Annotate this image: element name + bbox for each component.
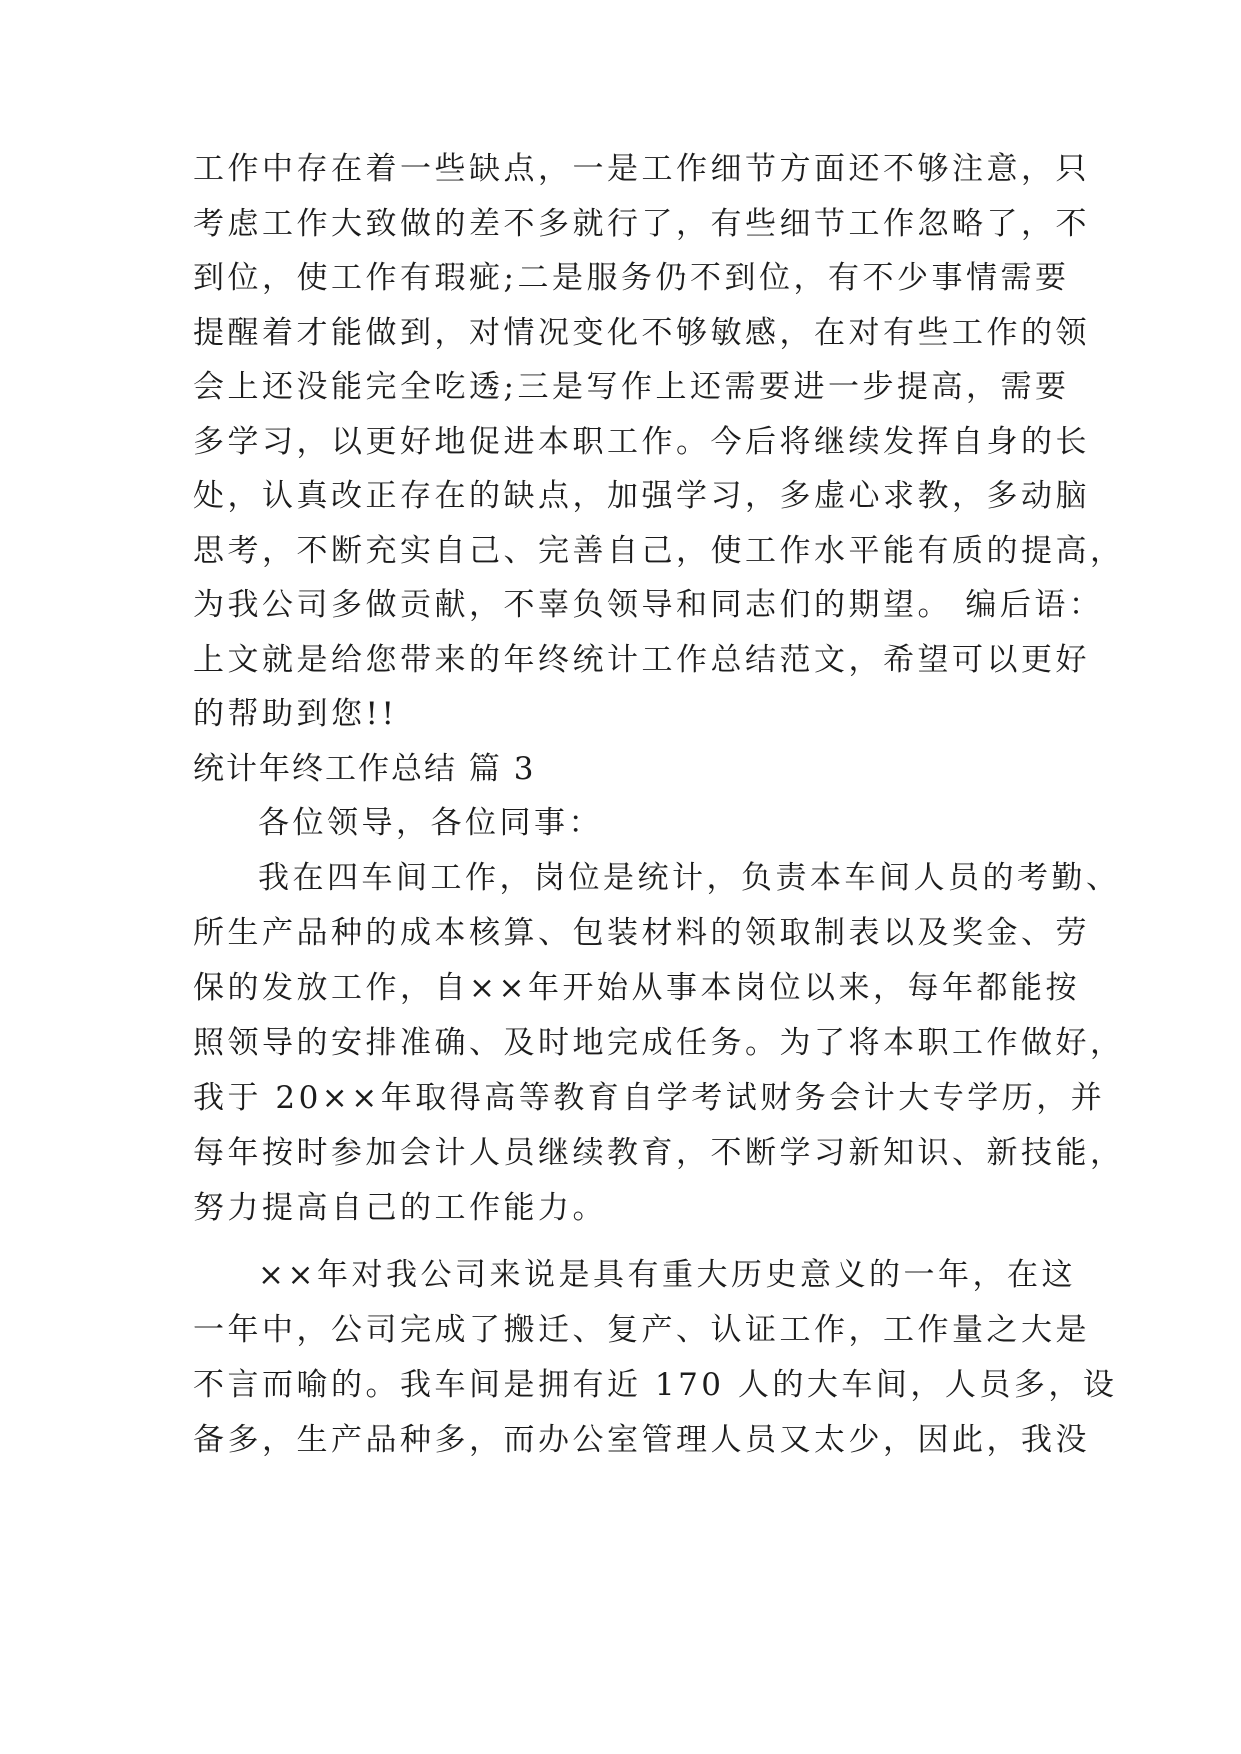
text-line: 提醒着才能做到，对情况变化不够敏感，在对有些工作的领 [193,315,1090,351]
section-title: 统计年终工作总结 篇 3 [193,751,536,787]
paragraph-line: 一年中，公司完成了搬迁、复产、认证工作，工作量之大是 [193,1312,1090,1348]
paragraph-line: 我在四车间工作，岗位是统计，负责本车间人员的考勤、 [258,860,1121,896]
paragraph-line: 我于 20××年取得高等教育自学考试财务会计大专学历，并 [193,1080,1106,1116]
text-line: 处，认真改正存在的缺点，加强学习，多虚心求教，多动脑 [193,478,1090,514]
text-line: 多学习，以更好地促进本职工作。今后将继续发挥自身的长 [193,424,1090,460]
text-line: 会上还没能完全吃透;三是写作上还需要进一步提高，需要 [193,369,1070,405]
text-line: 上文就是给您带来的年终统计工作总结范文，希望可以更好 [193,642,1090,678]
paragraph-line: 努力提高自己的工作能力。 [193,1190,607,1226]
text-line: 工作中存在着一些缺点，一是工作细节方面还不够注意，只 [193,151,1090,187]
paragraph-line: 不言而喻的。我车间是拥有近 170 人的大车间，人员多，设 [193,1367,1118,1403]
paragraph-line: 所生产品种的成本核算、包装材料的领取制表以及奖金、劳 [193,915,1090,951]
paragraph-line: 每年按时参加会计人员继续教育，不断学习新知识、新技能， [193,1135,1125,1171]
text-line: 考虑工作大致做的差不多就行了，有些细节工作忽略了，不 [193,206,1090,242]
greeting: 各位领导，各位同事： [258,805,603,841]
text-line: 为我公司多做贡献，不辜负领导和同志们的期望。 编后语： [193,587,1104,623]
paragraph-line: 保的发放工作，自××年开始从事本岗位以来，每年都能按 [193,970,1080,1006]
paragraph-line: ××年对我公司来说是具有重大历史意义的一年，在这 [258,1257,1076,1293]
text-line: 到位，使工作有瑕疵;二是服务仍不到位，有不少事情需要 [193,260,1070,296]
text-line: 思考，不断充实自己、完善自己，使工作水平能有质的提高， [193,533,1125,569]
paragraph-line: 照领导的安排准确、及时地完成任务。为了将本职工作做好， [193,1025,1125,1061]
text-line: 的帮助到您!! [193,696,398,732]
paragraph-line: 备多，生产品种多，而办公室管理人员又太少，因此，我没 [193,1422,1090,1458]
